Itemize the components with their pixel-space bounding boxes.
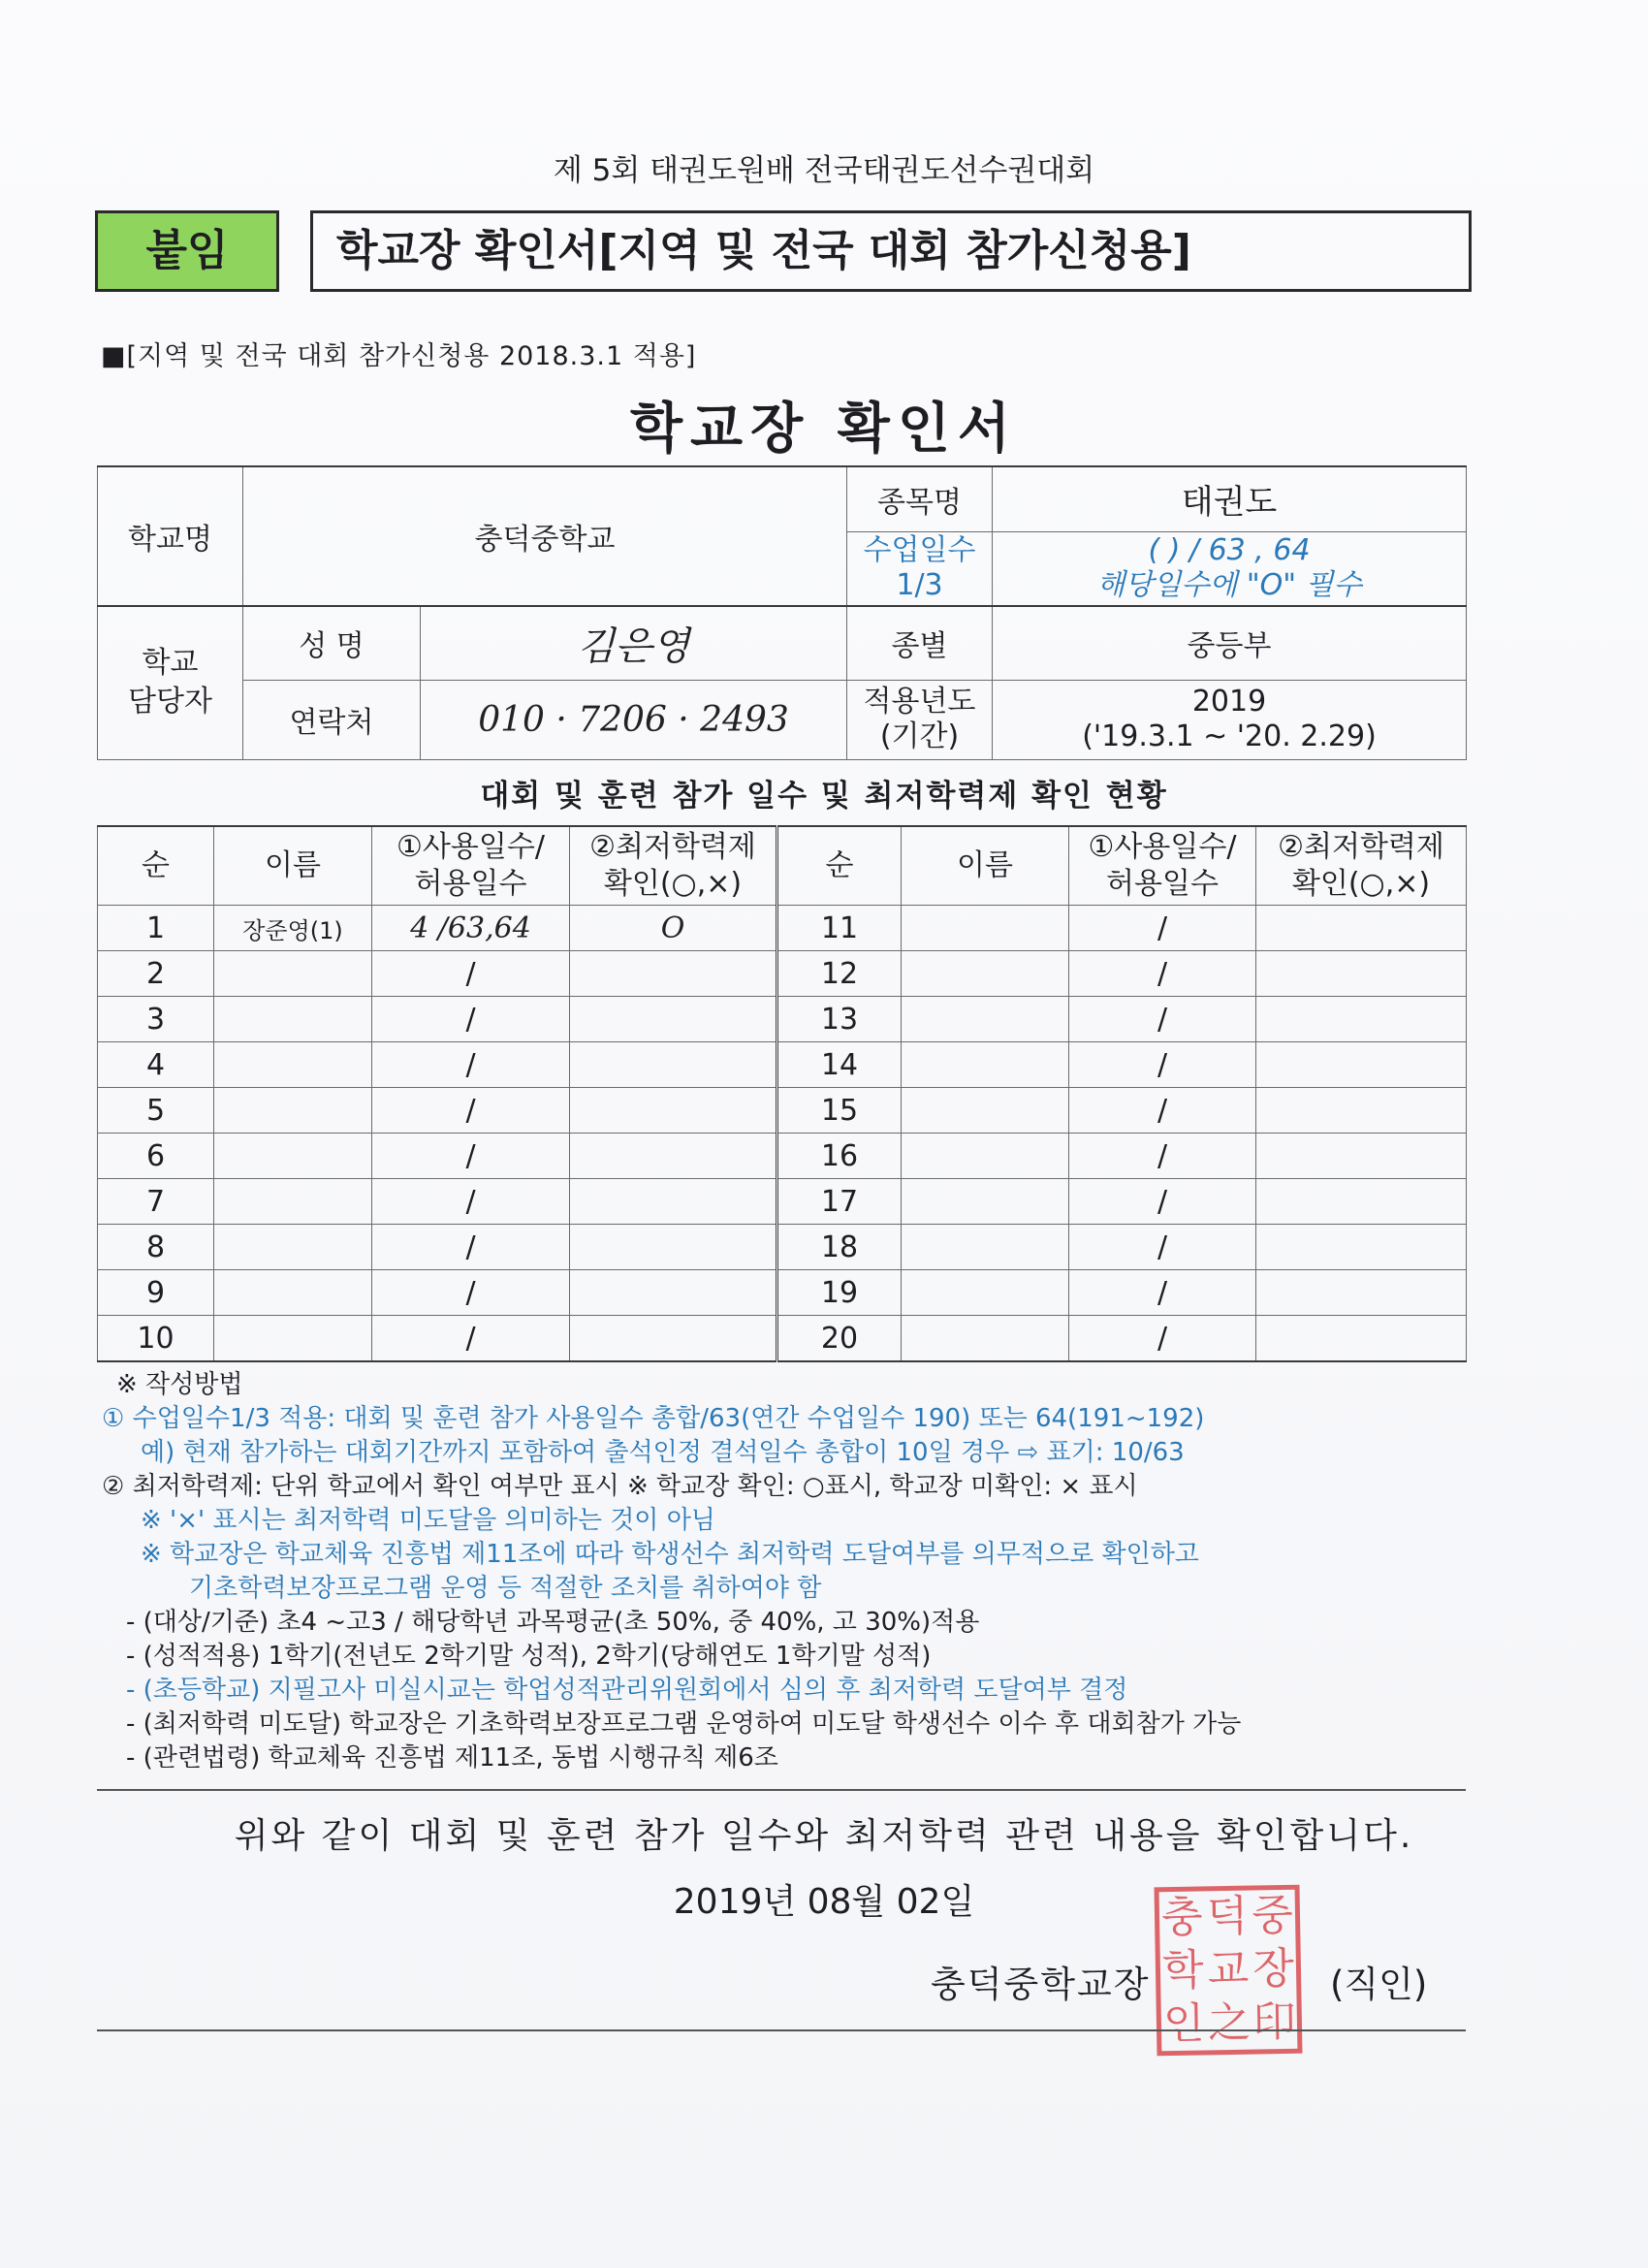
header-name: 이름 <box>214 826 372 906</box>
note-1a: ① 수업일수1/3 적용: 대회 및 훈련 참가 사용일수 총합/63(연간 수업일수 190) 또는 64(191~192) <box>102 1404 1205 1433</box>
row-days: / <box>372 951 570 997</box>
row-name <box>214 1225 372 1270</box>
table-row <box>98 951 1467 997</box>
row-days-right: / <box>1069 951 1256 997</box>
divider-bottom <box>97 2029 1466 2031</box>
header-days-right <box>1069 826 1256 906</box>
document-title: 학교장 확인서 <box>629 398 1019 461</box>
row-check-right <box>1256 951 1467 997</box>
row-check <box>570 1225 777 1270</box>
seal-glyph: 학 <box>1161 1945 1205 1996</box>
row-no-right: 13 <box>777 997 902 1042</box>
roster-table <box>97 825 1467 1362</box>
row-days: 4 /63,64 <box>372 906 570 951</box>
table-row <box>98 1042 1467 1088</box>
row-check <box>570 1270 777 1316</box>
applicability-note: ■[지역 및 전국 대회 참가신청용 2018.3.1 적용] <box>101 341 697 371</box>
banner-title: 학교장 확인서[지역 및 전국 대회 참가신청용] <box>310 210 1472 292</box>
principal-name: 충덕중학교장 <box>931 1964 1151 2005</box>
row-name <box>214 1042 372 1088</box>
info-table <box>97 465 1467 760</box>
year-value: 2019 <box>1191 685 1267 719</box>
row-check <box>570 1179 777 1225</box>
row-days: / <box>372 1042 570 1088</box>
divider-top <box>97 1789 1466 1791</box>
row-check-right <box>1256 1042 1467 1088</box>
row-name-right <box>902 906 1069 951</box>
year-value-cell <box>993 680 1467 759</box>
row-no-right: 19 <box>777 1270 902 1316</box>
row-no-right: 18 <box>777 1225 902 1270</box>
row-days: / <box>372 1225 570 1270</box>
row-check-right <box>1256 1316 1467 1362</box>
seal-glyph: 인 <box>1162 1998 1205 2049</box>
row-name <box>214 1179 372 1225</box>
row-no-right: 20 <box>777 1316 902 1362</box>
row-name-right <box>902 1042 1069 1088</box>
row-name <box>214 951 372 997</box>
row-days-right: / <box>1069 1042 1256 1088</box>
row-check-right <box>1256 906 1467 951</box>
row-days-right: / <box>1069 1316 1256 1362</box>
row-check-right <box>1256 1225 1467 1270</box>
issue-date: 2019년 08월 02일 <box>673 1882 975 1922</box>
row-check-right <box>1256 1134 1467 1179</box>
header-days-line1: ①사용일수/ <box>396 830 545 864</box>
header-days-line2: 허용일수 <box>414 867 527 901</box>
row-days-right: / <box>1069 1088 1256 1134</box>
row-name-right <box>902 1316 1069 1362</box>
row-no-right: 12 <box>777 951 902 997</box>
row-days-right: / <box>1069 997 1256 1042</box>
row-name <box>214 1270 372 1316</box>
year-label <box>847 680 993 759</box>
manager-label-line1: 학교 <box>142 646 199 681</box>
row-name-right <box>902 1270 1069 1316</box>
school-value: 충덕중학교 <box>243 466 847 606</box>
row-check <box>570 997 777 1042</box>
row-no: 6 <box>98 1134 214 1179</box>
instructions <box>97 1368 1483 1775</box>
seal-glyph: 교 <box>1207 1944 1250 1996</box>
roster-header-row <box>98 826 1467 906</box>
row-name-right <box>902 1088 1069 1134</box>
detail-5: - (관련법령) 학교체육 진흥법 제11조, 동법 시행규칙 제6조 <box>126 1743 778 1773</box>
manager-label-line2: 담당자 <box>128 685 212 719</box>
seal-glyph: 덕 <box>1206 1891 1249 1942</box>
event-title: 제 5회 태권도원배 전국태권도선수권대회 <box>553 153 1095 188</box>
days-label-line2: 1/3 <box>896 568 943 603</box>
header-minimum-line2: 확인(○,×) <box>603 867 743 901</box>
row-days-right: / <box>1069 1179 1256 1225</box>
row-check-right <box>1256 997 1467 1042</box>
row-check <box>570 1316 777 1362</box>
row-name-right <box>902 951 1069 997</box>
header-minimum-line1: ②최저학력제 <box>589 830 756 864</box>
sport-value: 태권도 <box>993 466 1467 531</box>
table-row <box>98 1088 1467 1134</box>
detail-2: - (성적적용) 1학기(전년도 2학기말 성적), 2학기(당해연도 1학기말 성적) <box>126 1642 932 1671</box>
seal-glyph: 장 <box>1252 1943 1295 1995</box>
year-label-line1: 적용년도 <box>863 685 976 719</box>
table-row <box>98 1316 1467 1362</box>
section-title: 대회 및 훈련 참가 일수 및 최저학력제 확인 현황 <box>480 779 1168 814</box>
header-no-right: 순 <box>777 826 902 906</box>
header-name-right: 이름 <box>902 826 1069 906</box>
row-name <box>214 1316 372 1362</box>
row-days-right: / <box>1069 1225 1256 1270</box>
row-name-right <box>902 1225 1069 1270</box>
days-value-cell <box>993 531 1467 606</box>
school-label: 학교명 <box>98 466 243 606</box>
days-label <box>847 531 993 606</box>
header-no: 순 <box>98 826 214 906</box>
header-minimum <box>570 826 777 906</box>
period-value: ('19.3.1 ~ '20. 2.29) <box>1082 719 1377 753</box>
seal-glyph: 중 <box>1251 1891 1294 1941</box>
row-name <box>214 1088 372 1134</box>
seal-glyph: 之 <box>1207 1997 1252 2049</box>
row-days: / <box>372 997 570 1042</box>
row-check <box>570 1042 777 1088</box>
days-value: ( ) / 63 , 64 <box>1148 533 1311 568</box>
row-days-right: / <box>1069 1270 1256 1316</box>
row-name-right <box>902 1134 1069 1179</box>
row-check <box>570 1088 777 1134</box>
seal-glyph: 印 <box>1252 1996 1297 2048</box>
table-row <box>98 1270 1467 1316</box>
row-no: 10 <box>98 1316 214 1362</box>
row-name <box>214 1134 372 1179</box>
contact-value: 010 · 7206 · 2493 <box>421 680 847 759</box>
row-no: 1 <box>98 906 214 951</box>
name-label: 성 명 <box>243 606 421 680</box>
row-name <box>214 997 372 1042</box>
row-no: 3 <box>98 997 214 1042</box>
row-no-right: 11 <box>777 906 902 951</box>
row-no-right: 17 <box>777 1179 902 1225</box>
row-no-right: 14 <box>777 1042 902 1088</box>
row-days: / <box>372 1088 570 1134</box>
note-3: ※ '×' 표시는 최저학력 미도달을 의미하는 것이 아님 <box>141 1506 715 1535</box>
instructions-heading: ※ 작성방법 <box>116 1370 243 1399</box>
row-check <box>570 1134 777 1179</box>
row-name-right <box>902 1179 1069 1225</box>
header-days <box>372 826 570 906</box>
note-2: ② 최저학력제: 단위 학교에서 확인 여부만 표시 ※ 학교장 확인: ○표시, 학교장 미확인: × 표시 <box>102 1472 1138 1501</box>
table-row <box>98 1225 1467 1270</box>
sport-label: 종목명 <box>847 466 993 531</box>
row-days: / <box>372 1134 570 1179</box>
header-days-right-line1: ①사용일수/ <box>1088 830 1237 864</box>
row-no: 4 <box>98 1042 214 1088</box>
table-row <box>98 906 1467 951</box>
days-label-line1: 수업일수 <box>863 533 976 568</box>
note-1b: 예) 현재 참가하는 대회기간까지 포함하여 출석인정 결석일수 총합이 10일 경우 ⇨ 표기: 10/63 <box>141 1438 1185 1467</box>
table-row <box>98 1134 1467 1179</box>
manager-label <box>98 606 243 759</box>
division-value: 중등부 <box>993 606 1467 680</box>
row-days: / <box>372 1316 570 1362</box>
detail-4: - (최저학력 미도달) 학교장은 기초학력보장프로그램 운영하여 미도달 학생선수 이수 후 대회참가 가능 <box>126 1709 1242 1739</box>
closing-statement: 위와 같이 대회 및 훈련 참가 일수와 최저학력 관련 내용을 확인합니다. <box>234 1816 1414 1856</box>
row-check: O <box>570 906 777 951</box>
row-days-right: / <box>1069 906 1256 951</box>
contact-label: 연락처 <box>243 680 421 759</box>
header-minimum-right-line1: ②최저학력제 <box>1278 830 1444 864</box>
seal-label: (직인) <box>1330 1964 1428 2005</box>
row-name-right <box>902 997 1069 1042</box>
row-name: 장준영(1) <box>214 906 372 951</box>
seal-glyph: 충 <box>1160 1892 1204 1943</box>
table-row <box>98 997 1467 1042</box>
row-check <box>570 951 777 997</box>
row-no: 5 <box>98 1088 214 1134</box>
name-value: 김은영 <box>421 606 847 680</box>
row-check-right <box>1256 1088 1467 1134</box>
table-row <box>98 1179 1467 1225</box>
header-days-right-line2: 허용일수 <box>1106 867 1219 901</box>
row-days: / <box>372 1179 570 1225</box>
row-no: 9 <box>98 1270 214 1316</box>
note-4b: 기초학력보장프로그램 운영 등 적절한 조치를 취하여야 함 <box>189 1574 822 1603</box>
row-no-right: 15 <box>777 1088 902 1134</box>
header-minimum-right-line2: 확인(○,×) <box>1291 867 1431 901</box>
note-4a: ※ 학교장은 학교체육 진흥법 제11조에 따라 학생선수 최저학력 도달여부를 의무적으로 확인하고 <box>141 1540 1199 1569</box>
detail-1: - (대상/기준) 초4 ~고3 / 해당학년 과목평균(초 50%, 중 40%, 고 30%)적용 <box>126 1608 980 1637</box>
year-label-line2: (기간) <box>879 719 960 753</box>
row-check-right <box>1256 1270 1467 1316</box>
attachment-tag: 붙임 <box>95 210 279 292</box>
division-label: 종별 <box>847 606 993 680</box>
row-no-right: 16 <box>777 1134 902 1179</box>
header-minimum-right <box>1256 826 1467 906</box>
row-check-right <box>1256 1179 1467 1225</box>
row-no: 7 <box>98 1179 214 1225</box>
row-days: / <box>372 1270 570 1316</box>
detail-3: - (초등학교) 지필고사 미실시교는 학업성적관리위원회에서 심의 후 최저학력 도달여부 결정 <box>126 1676 1128 1705</box>
row-days-right: / <box>1069 1134 1256 1179</box>
row-no: 8 <box>98 1225 214 1270</box>
days-note: 해당일수에 "O" 필수 <box>1096 568 1362 603</box>
row-no: 2 <box>98 951 214 997</box>
